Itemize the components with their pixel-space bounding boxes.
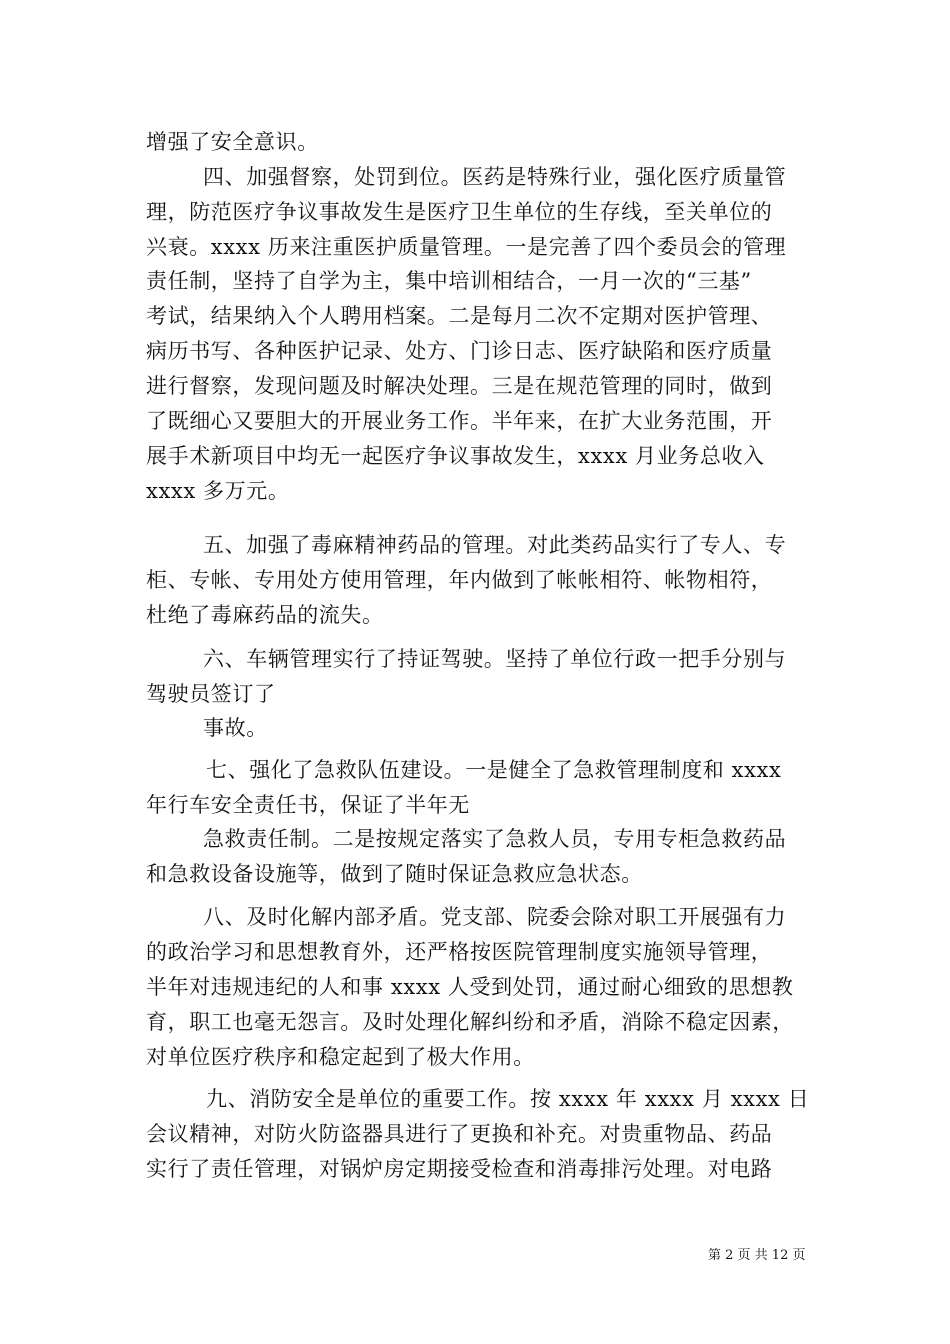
text-line: 兴衰。xxxx 历来注重医护质量管理。一是完善了四个委员会的管理 — [146, 235, 787, 259]
text-line: 考试，结果纳入个人聘用档案。二是每月二次不定期对医护管理、 — [146, 304, 773, 328]
page-number: 第 2 页 共 12 页 — [708, 1248, 806, 1263]
text-line: 理，防范医疗争议事故发生是医疗卫生单位的生存线，至关单位的 — [146, 200, 773, 224]
text-line: 驾驶员签订了 — [146, 682, 276, 706]
text-line: 对单位医疗秩序和稳定起到了极大作用。 — [146, 1045, 535, 1069]
text-line: 实行了责任管理，对锅炉房定期接受检查和消毒排污处理。对电路 — [146, 1157, 773, 1181]
text-line: 的政治学习和思想教育外，还严格按医院管理制度实施领导管理， — [146, 940, 773, 964]
text-line: 增强了安全意识。 — [146, 130, 319, 154]
text-line: 展手术新项目中均无一起医疗争议事故发生，xxxx 月业务总收入 — [146, 444, 765, 468]
text-line: 责任制，坚持了自学为主，集中培训相结合，一月一次的“三基” — [146, 269, 752, 293]
text-line: 和急救设备设施等，做到了随时保证急救应急状态。 — [146, 862, 643, 886]
text-line: 了既细心又要胆大的开展业务工作。半年来，在扩大业务范围，开 — [146, 409, 773, 433]
text-line: 八、及时化解内部矛盾。党支部、院委会除对职工开展强有力 — [203, 905, 787, 929]
text-line: 七、强化了急救队伍建设。一是健全了急救管理制度和 xxxx — [206, 758, 782, 782]
text-line: 育，职工也毫无怨言。及时处理化解纠纷和矛盾，消除不稳定因素， — [146, 1010, 794, 1034]
text-line: xxxx 多万元。 — [146, 479, 290, 503]
text-line: 四、加强督察，处罚到位。医药是特殊行业，强化医疗质量管 — [203, 165, 787, 189]
text-line: 五、加强了毒麻精神药品的管理。对此类药品实行了专人、专 — [203, 533, 787, 557]
text-line: 进行督察，发现问题及时解决处理。三是在规范管理的同时，做到 — [146, 374, 773, 398]
text-line: 病历书写、各种医护记录、处方、门诊日志、医疗缺陷和医疗质量 — [146, 339, 773, 363]
text-line: 杜绝了毒麻药品的流失。 — [146, 603, 384, 627]
text-line: 事故。 — [203, 716, 268, 740]
text-line: 柜、专帐、专用处方使用管理，年内做到了帐帐相符、帐物相符， — [146, 568, 773, 592]
text-line: 九、消防安全是单位的重要工作。按 xxxx 年 xxxx 月 xxxx 日 — [206, 1087, 810, 1111]
text-line: 急救责任制。二是按规定落实了急救人员，专用专柜急救药品 — [203, 827, 787, 851]
text-line: 年行车安全责任书，保证了半年无 — [146, 793, 470, 817]
text-line: 半年对违规违纪的人和事 xxxx 人受到处罚，通过耐心细致的思想教 — [146, 975, 794, 999]
text-line: 六、车辆管理实行了持证驾驶。坚持了单位行政一把手分别与 — [203, 647, 787, 671]
text-line: 会议精神，对防火防盗器具进行了更换和补充。对贵重物品、药品 — [146, 1122, 773, 1146]
